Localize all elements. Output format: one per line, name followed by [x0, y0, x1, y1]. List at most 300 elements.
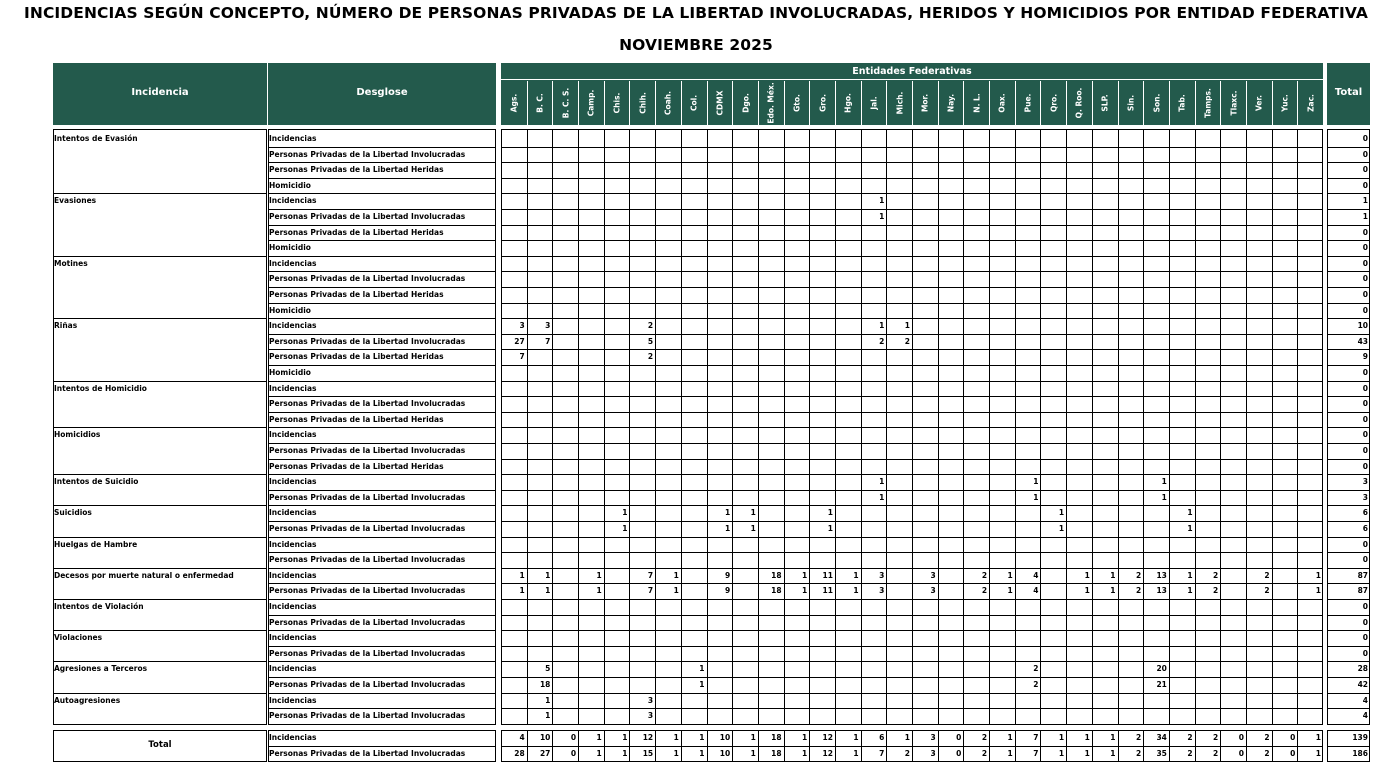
grid-line [1327, 178, 1370, 179]
state-header [912, 81, 938, 125]
grid-line [1327, 225, 1370, 226]
grid-line [1297, 129, 1298, 725]
row-total-cell: 186 [1352, 748, 1368, 758]
grid-line [1066, 730, 1067, 762]
grid-line [268, 147, 496, 148]
grid-line [268, 412, 496, 413]
value-cell: 2 [1135, 733, 1142, 742]
value-cell: 27 [514, 336, 525, 346]
page-title: INCIDENCIAS SEGÚN CONCEPTO, NÚMERO DE PERSONAS PRIVADAS DE LA LIBERTAD INVOLUCRADAS, HERIDOS Y HOMICIDIOS POR ENTIDAD FEDERATIVA [24, 4, 1368, 22]
grid-line [604, 129, 605, 725]
value-cell: 1 [1058, 748, 1065, 758]
state-header-label: Camp. [586, 89, 596, 117]
grid-line [886, 730, 887, 762]
state-header-label: Nay. [946, 93, 956, 113]
state-header-label: Coah. [663, 91, 673, 115]
desglose-cell: Incidencias [269, 570, 317, 580]
incidencia-cell: Intentos de Violación [54, 602, 144, 611]
grid-line [1220, 730, 1221, 762]
value-cell: 2 [1213, 748, 1219, 758]
state-header [527, 81, 553, 125]
grid-line [1143, 129, 1144, 725]
value-cell: 1 [596, 748, 602, 758]
incidencia-cell: Suicidios [54, 508, 92, 518]
grid-line [268, 240, 496, 241]
grid-line [268, 552, 496, 553]
desglose-cell: Incidencias [269, 321, 317, 331]
grid-line [1327, 396, 1370, 397]
state-header [1143, 81, 1169, 125]
desglose-cell: Incidencias [269, 477, 317, 487]
value-cell: 1 [827, 508, 833, 518]
grid-line [268, 396, 496, 397]
value-cell: 1 [827, 524, 833, 533]
state-header [809, 81, 835, 125]
header-total-label: Total [1334, 87, 1363, 98]
desglose-cell: Personas Privadas de la Libertad Heridas [269, 165, 444, 175]
value-cell: 2 [1033, 664, 1039, 674]
desglose-cell: Incidencias [269, 695, 317, 705]
value-cell: 12 [822, 748, 833, 758]
grid-line [1118, 730, 1119, 762]
row-total-cell: 4 [1362, 711, 1368, 721]
value-cell: 1 [1033, 492, 1039, 502]
grid-line [1327, 693, 1370, 694]
desglose-cell: Personas Privadas de la Libertad Involucradas [269, 617, 466, 627]
grid-line [1246, 730, 1247, 762]
value-cell: 1 [1187, 508, 1193, 518]
value-cell: 1 [1084, 748, 1090, 758]
value-cell: 1 [596, 733, 602, 742]
value-cell: 2 [904, 336, 910, 346]
value-cell: 7 [1033, 733, 1039, 742]
value-cell: 1 [622, 524, 628, 533]
grid-line [1327, 746, 1370, 747]
grid-line [938, 129, 939, 725]
value-cell: 2 [904, 748, 910, 758]
value-cell: 1 [545, 711, 551, 721]
value-cell: 1 [1007, 570, 1013, 580]
value-cell: 9 [724, 570, 731, 580]
value-cell: 2 [981, 586, 988, 596]
grid-line [1327, 459, 1370, 460]
state-header-label: Edo. Méx. [766, 82, 776, 124]
value-cell: 0 [1238, 748, 1244, 758]
value-cell: 10 [719, 733, 731, 742]
desglose-cell: Incidencias [269, 539, 317, 549]
row-total-cell: 0 [1362, 134, 1368, 143]
grid-line [1327, 147, 1370, 148]
state-header [578, 81, 604, 125]
row-total-cell: 0 [1362, 305, 1368, 315]
grid-line [655, 129, 656, 725]
value-cell: 1 [853, 586, 859, 596]
grid-line [1327, 271, 1370, 272]
grid-line [1092, 129, 1093, 725]
desglose-cell: Personas Privadas de la Libertad Involucradas [269, 748, 466, 758]
grid-line [1327, 568, 1370, 569]
grid-line [268, 303, 496, 304]
value-cell: 1 [853, 748, 859, 758]
grid-line [1327, 708, 1370, 709]
desglose-cell: Incidencias [269, 430, 317, 440]
state-header [501, 81, 527, 125]
value-cell: 1 [879, 477, 885, 487]
grid-line [886, 129, 887, 725]
desglose-cell: Homicidio [269, 305, 311, 315]
value-cell: 1 [699, 748, 705, 758]
page-subtitle: NOVIEMBRE 2025 [619, 36, 773, 54]
grid-line [53, 661, 267, 662]
grid-line [268, 615, 496, 616]
row-total-cell: 87 [1357, 586, 1368, 596]
value-cell: 1 [673, 570, 679, 580]
state-header-label: Ags. [509, 93, 519, 113]
state-header-label: Yuc. [1280, 94, 1290, 112]
grid-line [707, 730, 708, 762]
state-header [1195, 81, 1221, 125]
grid-line [1327, 412, 1370, 413]
row-total-cell: 1 [1362, 212, 1368, 221]
grid-line [527, 730, 528, 762]
row-total-cell: 0 [1362, 602, 1368, 611]
value-cell: 0 [1290, 733, 1296, 742]
value-cell: 2 [1187, 733, 1193, 742]
grid-line [989, 730, 990, 762]
grid-line [1092, 730, 1093, 762]
state-header-label: Tamps. [1203, 88, 1213, 118]
row-total-cell: 6 [1362, 524, 1368, 533]
grid-line [1169, 129, 1170, 725]
row-total-cell: 10 [1357, 321, 1368, 331]
state-header-label: Qro. [1049, 93, 1059, 113]
desglose-cell: Incidencias [269, 196, 317, 206]
state-header [1169, 81, 1195, 125]
grid-line [268, 568, 496, 569]
grid-line [1272, 129, 1273, 725]
grid-line [268, 287, 496, 288]
grid-line [1015, 730, 1016, 762]
grid-line [1143, 730, 1144, 762]
state-header [1092, 81, 1118, 125]
grid-line [268, 349, 496, 350]
incidencia-cell: Huelgas de Hambre [54, 539, 138, 549]
row-total-cell: 9 [1362, 352, 1368, 362]
grid-line [268, 178, 496, 179]
state-header [1118, 81, 1144, 125]
value-cell: 1 [545, 570, 551, 580]
grid-line [268, 583, 496, 584]
state-header [604, 81, 630, 125]
grid-line [732, 730, 733, 762]
value-cell: 11 [822, 570, 833, 580]
value-cell: 1 [1315, 733, 1321, 742]
value-cell: 1 [724, 524, 731, 533]
grid-line [604, 730, 605, 762]
value-cell: 1 [699, 680, 705, 689]
value-cell: 5 [647, 336, 654, 346]
grid-line [1327, 630, 1370, 631]
grid-line [1327, 599, 1370, 600]
desglose-cell: Personas Privadas de la Libertad Involucradas [269, 212, 466, 221]
incidencia-cell: Motines [54, 258, 88, 268]
value-cell: 18 [539, 680, 551, 689]
grid-line [268, 459, 496, 460]
value-cell: 2 [981, 748, 988, 758]
state-header-label: CDMX [715, 90, 725, 116]
grid-line [53, 427, 267, 428]
value-cell: 1 [622, 508, 628, 518]
grid-line [268, 427, 496, 428]
value-cell: 18 [771, 733, 782, 742]
state-header [1015, 81, 1041, 125]
header-incidencia [53, 63, 267, 125]
grid-line [268, 708, 496, 709]
value-cell: 0 [1238, 733, 1244, 742]
row-total-cell: 87 [1357, 570, 1368, 580]
value-cell: 1 [699, 664, 705, 674]
grid-line [268, 490, 496, 491]
value-cell: 1 [904, 733, 910, 742]
row-total-cell: 3 [1362, 492, 1368, 502]
grid-line [1327, 209, 1370, 210]
grid-line [1327, 162, 1370, 163]
desglose-cell: Personas Privadas de la Libertad Involucradas [269, 336, 466, 346]
value-cell: 1 [802, 586, 808, 596]
incidencia-cell: Homicidios [54, 430, 101, 440]
desglose-cell: Incidencias [269, 602, 317, 611]
grid-line [268, 599, 496, 600]
grid-line [268, 381, 496, 382]
state-header-label: Oax. [997, 93, 1007, 113]
state-header [835, 81, 861, 125]
value-cell: 2 [1033, 680, 1039, 689]
incidencia-cell: Autoagresiones [54, 695, 121, 705]
grid-line [1327, 490, 1370, 491]
row-total-cell: 0 [1362, 227, 1368, 237]
grid-line [53, 568, 267, 569]
grid-line [758, 129, 759, 725]
value-cell: 1 [724, 508, 731, 518]
grid-line [989, 129, 990, 725]
grid-line [1220, 129, 1221, 725]
state-header [886, 81, 912, 125]
row-total-cell: 3 [1362, 477, 1368, 487]
row-total-cell: 0 [1362, 180, 1368, 190]
state-header-label: Gro. [818, 94, 828, 112]
grid-line [912, 129, 913, 725]
desglose-cell: Personas Privadas de la Libertad Involucradas [269, 680, 466, 689]
grid-line [268, 505, 496, 506]
grid-line [835, 730, 836, 762]
row-total-cell: 0 [1362, 165, 1368, 175]
value-cell: 4 [1033, 586, 1039, 596]
value-cell: 21 [1156, 680, 1167, 689]
grid-line [268, 162, 496, 163]
grid-line [527, 129, 528, 725]
incidencia-cell: Intentos de Homicidio [54, 383, 147, 393]
value-cell: 7 [647, 570, 654, 580]
state-header [963, 81, 989, 125]
value-cell: 3 [519, 321, 525, 331]
desglose-cell: Incidencias [269, 134, 317, 143]
value-cell: 9 [724, 586, 731, 596]
desglose-cell: Personas Privadas de la Libertad Heridas [269, 352, 444, 362]
grid-line [1327, 349, 1370, 350]
grid-line [268, 677, 496, 678]
state-header-label: Jal. [869, 96, 879, 110]
state-header [552, 81, 578, 125]
header-desglose-label: Desglose [356, 87, 408, 98]
value-cell: 1 [879, 196, 885, 206]
grid-line [809, 730, 810, 762]
grid-line [268, 193, 496, 194]
value-cell: 1 [519, 570, 525, 580]
state-header-label: Chih. [638, 92, 648, 114]
value-cell: 2 [981, 570, 988, 580]
value-cell: 1 [1058, 733, 1065, 742]
state-header [1066, 81, 1092, 125]
value-cell: 2 [1264, 586, 1270, 596]
grid-line [1327, 505, 1370, 506]
grid-line [1272, 730, 1273, 762]
grid-line [1327, 552, 1370, 553]
grid-line [1327, 240, 1370, 241]
value-cell: 1 [673, 748, 679, 758]
value-cell: 1 [1315, 586, 1321, 596]
value-cell: 1 [802, 733, 808, 742]
value-cell: 1 [750, 508, 756, 518]
grid-line [268, 209, 496, 210]
value-cell: 0 [956, 748, 962, 758]
grid-line [681, 129, 682, 725]
desglose-cell: Incidencias [269, 383, 317, 393]
value-cell: 1 [853, 570, 859, 580]
grid-line [1327, 583, 1370, 584]
grid-line [53, 256, 267, 257]
grid-line [268, 646, 496, 647]
desglose-cell: Incidencias [269, 633, 317, 643]
state-header-label: Q. Roo. [1074, 87, 1084, 119]
row-total-cell: 0 [1362, 648, 1368, 658]
grid-line [1327, 318, 1370, 319]
value-cell: 7 [519, 352, 525, 362]
grid-line [1169, 730, 1170, 762]
row-total-cell: 0 [1362, 258, 1368, 268]
grid-line [268, 474, 496, 475]
grid-line [758, 730, 759, 762]
value-cell: 1 [750, 733, 756, 742]
grid-line [1327, 334, 1370, 335]
grid-line [53, 693, 267, 694]
state-header-label: SLP. [1100, 94, 1110, 112]
grid-line [1040, 730, 1041, 762]
row-total-cell: 4 [1362, 695, 1368, 705]
value-cell: 1 [622, 748, 628, 758]
value-cell: 10 [719, 748, 731, 758]
state-header-label: Son. [1152, 93, 1162, 113]
value-cell: 1 [622, 733, 628, 742]
grid-line [1195, 730, 1196, 762]
state-header-label: Pue. [1023, 93, 1033, 113]
value-cell: 1 [1187, 586, 1193, 596]
grid-line [784, 730, 785, 762]
state-header-label: N. L. [972, 93, 982, 113]
desglose-cell: Personas Privadas de la Libertad Involucradas [269, 492, 466, 502]
state-header [681, 81, 707, 125]
state-header-label: Dgo. [741, 93, 751, 113]
value-cell: 20 [1156, 664, 1167, 674]
state-header-label: Tab. [1177, 94, 1187, 112]
incidencia-cell: Violaciones [54, 633, 103, 643]
desglose-cell: Personas Privadas de la Libertad Involucradas [269, 446, 466, 455]
value-cell: 2 [879, 336, 885, 346]
grid-line [268, 334, 496, 335]
row-total-cell: 0 [1362, 368, 1368, 377]
value-cell: 1 [879, 492, 885, 502]
grid-line [629, 730, 630, 762]
incidencia-cell: Intentos de Evasión [54, 134, 138, 143]
desglose-cell: Personas Privadas de la Libertad Heridas [269, 227, 444, 237]
value-cell: 1 [1315, 570, 1321, 580]
value-cell: 0 [570, 748, 577, 758]
value-cell: 1 [1033, 477, 1039, 487]
grid-line [1327, 537, 1370, 538]
value-cell: 3 [930, 586, 936, 596]
value-cell: 2 [1135, 586, 1142, 596]
grid-line [1118, 129, 1119, 725]
state-header [758, 81, 784, 125]
grid-line [53, 381, 267, 382]
value-cell: 3 [879, 570, 885, 580]
value-cell: 1 [1084, 733, 1090, 742]
value-cell: 2 [1264, 570, 1270, 580]
grid-line [268, 225, 496, 226]
grid-line [1327, 303, 1370, 304]
value-cell: 5 [545, 664, 551, 674]
desglose-cell: Personas Privadas de la Libertad Involucradas [269, 555, 466, 565]
grid-line [53, 505, 267, 506]
value-cell: 1 [1007, 586, 1013, 596]
row-total-cell: 1 [1362, 196, 1368, 206]
grid-line [268, 365, 496, 366]
header-total [1327, 63, 1370, 125]
desglose-cell: Personas Privadas de la Libertad Involucradas [269, 149, 466, 159]
state-header [1272, 81, 1298, 125]
grid-line [1327, 443, 1370, 444]
grid-line [1327, 427, 1370, 428]
incidencia-cell: Evasiones [54, 196, 97, 206]
grid-line [53, 193, 267, 194]
grid-line [1327, 615, 1370, 616]
grid-line [835, 129, 836, 725]
grid-line [1327, 677, 1370, 678]
state-header [784, 81, 810, 125]
value-cell: 13 [1156, 570, 1167, 580]
state-header-label: B. C. [535, 93, 545, 113]
value-cell: 34 [1156, 733, 1167, 742]
desglose-cell: Incidencias [269, 258, 317, 268]
value-cell: 3 [930, 733, 936, 742]
value-cell: 1 [1058, 524, 1065, 533]
value-cell: 2 [1187, 748, 1193, 758]
value-cell: 1 [545, 586, 551, 596]
value-cell: 1 [673, 733, 679, 742]
grid-line [268, 443, 496, 444]
value-cell: 7 [647, 586, 654, 596]
value-cell: 4 [1033, 570, 1039, 580]
value-cell: 2 [1213, 570, 1219, 580]
